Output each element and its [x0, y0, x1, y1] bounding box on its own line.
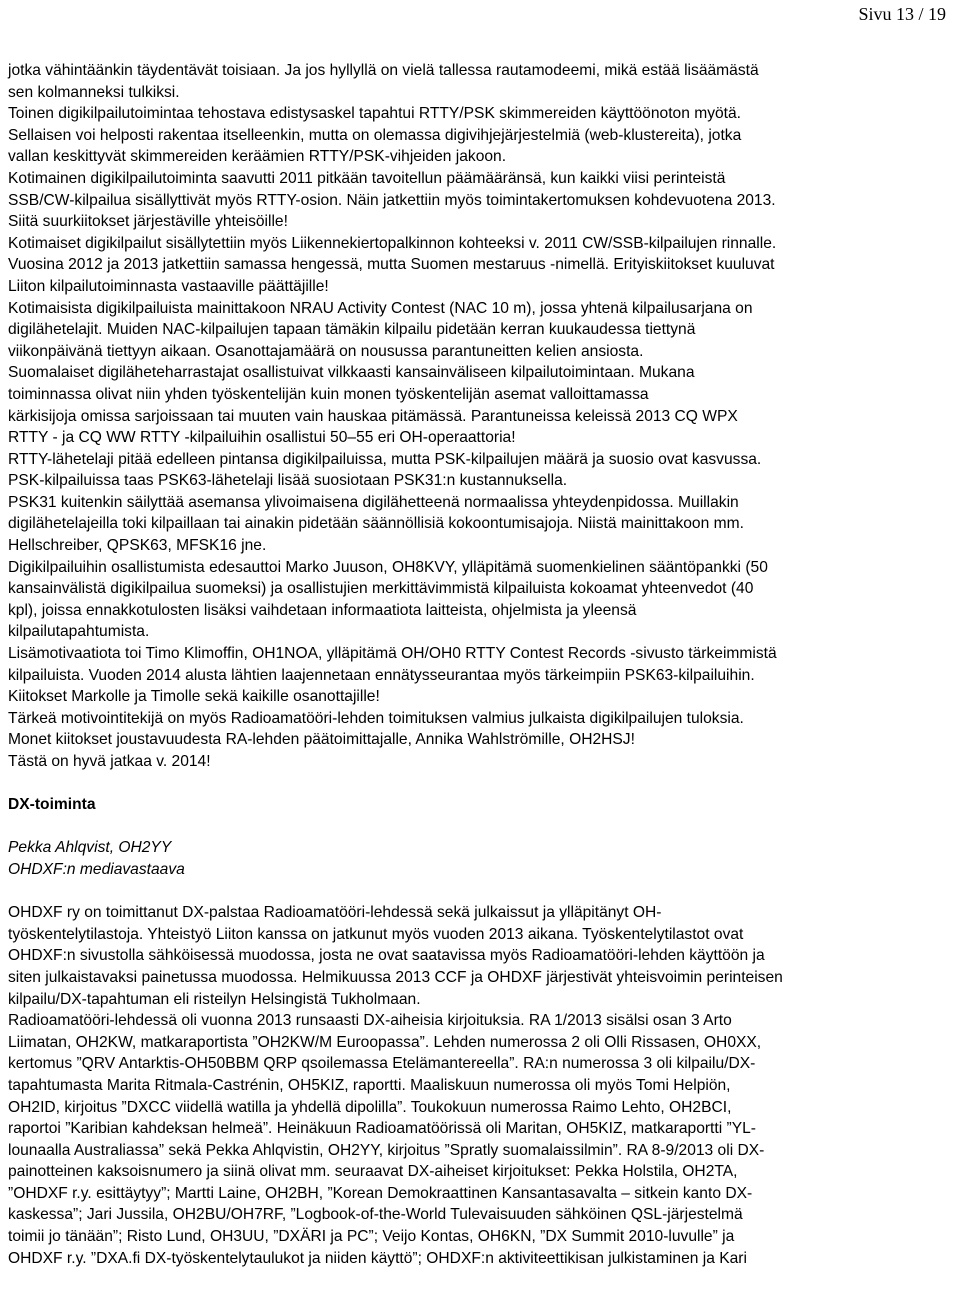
paragraph-line: sen kolmanneksi tulkiksi.: [8, 83, 180, 101]
paragraph-line: Hellschreiber, QPSK63, MFSK16 jne.: [8, 537, 267, 555]
paragraph-line: toimii jo tänään”; Risto Lund, OH3UU, ”DXÄRI ja PC”; Veijo Kontas, OH6KN, ”DX Summit 2010-luvulle” ja: [8, 1228, 735, 1246]
paragraph-line: raportoi ”Karibian kahdeksan helmeä”. Heinäkuun Radioamatöörissä oli Maritan, OH5KIZ, matkaraportti ”YL-: [8, 1120, 756, 1138]
paragraph-line: kilpailuista. Vuoden 2014 alusta lähtien laajennetaan ennätysseurantaa myös tärkeimpiin PSK63-kilpailuihin.: [8, 666, 755, 684]
paragraph-line: digilähetelajit. Muiden NAC-kilpailujen tapaan tämäkin kilpailu pidetään kerran kuukaudessa tiettynä: [8, 321, 696, 339]
paragraph-line: Suomalaiset digiläheteharrastajat osallistuivat vilkkaasti kansainväliseen kilpailutoimintaan. Mukana: [8, 364, 695, 382]
paragraph-line: Sellaisen voi helposti rakentaa itselleenkin, mutta on olemassa digivihjejärjestelmiä (web-klustereita), jotka: [8, 126, 742, 144]
paragraph-line: RTTY - ja CQ WW RTTY -kilpailuihin osallistui 50–55 eri OH-operaattoria!: [8, 429, 516, 447]
paragraph-line: PSK31 kuitenkin säilyttää asemansa ylivoimaisena digilähetteenä normaalissa yhteydenpidossa. Muillakin: [8, 493, 739, 511]
paragraph-line: kansainvälistä digikilpailua suomeksi) ja osallistujien merkittävimmistä kilpailuista kokoamat yhteenvedot (40: [8, 580, 754, 598]
blank-line: [8, 816, 956, 838]
author-role: OHDXF:n mediavastaava: [8, 860, 185, 878]
section-dx-toiminta: [8, 902, 956, 1269]
paragraph-line: kilpailutapahtumista.: [8, 623, 150, 641]
paragraph-line: siten julkaistavaksi painetussa muodossa. Helmikuussa 2013 CCF ja OHDXF järjestivät yhteisvoimin perinteisen: [8, 968, 783, 986]
section-digikilpailut: [8, 60, 956, 773]
paragraph-line: Tästä on hyvä jatkaa v. 2014!: [8, 753, 211, 770]
paragraph-line: kaskessa”; Jari Jussila, OH2BU/OH7RF, ”Logbook-of-the-World Tulevaisuuden sähköinen QSL-järjestelmä: [8, 1206, 743, 1224]
paragraph-line: jotka vähintäänkin täydentävät toisiaan. Ja jos hyllyllä on vielä tallessa rautamodeemi, mikä estää lisäämästä: [8, 62, 759, 79]
paragraph-line: Digikilpailuihin osallistumista edesauttoi Marko Juuson, OH8KVY, ylläpitämä suomenkielinen sääntöpankki (50: [8, 558, 768, 576]
paragraph-line: kärkisijoja omissa sarjoissaan tai muuten vain hauskaa pitämässä. Parantuneissa keleissä 2013 CQ WPX: [8, 407, 738, 425]
paragraph-line: kpl), joissa ennakkotulosten lisäksi vaihdetaan informaatiota laitteista, ohjelmista ja yleensä: [8, 601, 637, 619]
paragraph-line: tapahtumasta Marita Ritmala-Castrénin, OH5KIZ, raportti. Maaliskuun numerossa oli myös Tomi Helpiön,: [8, 1076, 731, 1094]
paragraph-line: OHDXF:n sivustolla sähköisessä muodossa, josta ne ovat saatavissa myös Radioamatööri-lehden käyttöön ja: [8, 947, 765, 965]
paragraph-line: Kotimaisista digikilpailuista mainittakoon NRAU Activity Contest (NAC 10 m), jossa yhtenä kilpailusarjana on: [8, 299, 753, 317]
paragraph-line: viikonpäivänä tiettyyn aikaan. Osanottajamäärä on nousussa parantuneitten kelien ansiosta.: [8, 342, 644, 360]
page-number: Sivu 13 / 19: [858, 4, 946, 24]
paragraph-line: Kotimainen digikilpailutoiminta saavutti 2011 pitkään tavoitellun päämääränsä, kun kaikki viisi perinteistä: [8, 169, 726, 187]
author-name: Pekka Ahlqvist, OH2YY: [8, 839, 172, 857]
document-body: [8, 60, 956, 1269]
paragraph-line: toiminnassa olivat niin yhden työskentelijän kuin monen työskentelijän asemat valloittamassa: [8, 385, 649, 403]
paragraph-line: Lisämotivaatiota toi Timo Klimoffin, OH1NOA, ylläpitämä OH/OH0 RTTY Contest Records -sivusto tärkeimmistä: [8, 645, 777, 663]
blank-line: [8, 773, 956, 795]
paragraph-line: Liiton kilpailutoiminnasta vastaaville päättäjille!: [8, 277, 329, 295]
paragraph-line: Toinen digikilpailutoimintaa tehostava edistysaskel tapahtui RTTY/PSK skimmereiden käyttöönoton myötä.: [8, 105, 741, 123]
paragraph-line: SSB/CW-kilpailua sisällyttivät myös RTTY-osion. Näin jatkettiin myös toimintakertomuksen kohdevuotena 2013.: [8, 191, 776, 209]
paragraph-line: kertomus ”QRV Antarktis-OH50BBM QRP qsoilemassa Etelämantereella”. RA:n numerossa 3 oli kilpailu/DX-: [8, 1055, 756, 1073]
paragraph-line: työskentelytilastoja. Yhteistyö Liiton kanssa on jatkunut myös vuoden 2013 aikana. Työskentelytilastot ovat: [8, 925, 744, 943]
paragraph-line: kilpailu/DX-tapahtuman eli risteilyn Helsingistä Tukholmaan.: [8, 990, 421, 1008]
paragraph-line: painotteinen kaksoisnumero ja siinä olivat mm. seuraavat DX-aiheiset kirjoitukset: Pekka Holstila, OH2TA,: [8, 1163, 738, 1181]
paragraph-line: Radioamatööri-lehdessä oli vuonna 2013 runsaasti DX-aiheisia kirjoituksia. RA 1/2013 sisälsi osan 3 Arto: [8, 1012, 732, 1030]
blank-line: [8, 881, 956, 903]
paragraph-line: Tärkeä motivointitekijä on myös Radioamatööri-lehden toimituksen valmius julkaista digikilpailujen tuloksia.: [8, 709, 744, 727]
paragraph-line: OH2ID, kirjoitus ”DXCC viidellä watilla ja yhdellä dipolilla”. Toukokuun numerossa Raimo Lehto, OH2BCI,: [8, 1098, 732, 1116]
paragraph-line: RTTY-lähetelaji pitää edelleen pintansa digikilpailuissa, mutta PSK-kilpailujen määrä ja suosio ovat kasvussa.: [8, 450, 762, 468]
paragraph-line: PSK-kilpailuissa taas PSK63-lähetelaji lisää suosiotaan PSK31:n kustannuksella.: [8, 472, 568, 490]
paragraph-line: Kiitokset Markolle ja Timolle sekä kaikille osanottajille!: [8, 688, 380, 706]
paragraph-line: digilähetelajeilla toki kilpaillaan tai ainakin pidetään säännöllisiä kokoontumisajoja. Niistä mainittakoon mm.: [8, 515, 744, 533]
paragraph-line: ”OHDXF r.y. esittäytyy”; Martti Laine, OH2BH, ”Korean Demokraattinen Kansantasavalta – sitkein kanto DX-: [8, 1184, 753, 1202]
paragraph-line: Liimatan, OH2KW, matkaraportista ”OH2KW/M Euroopassa”. Lehden numerossa 2 oli Olli Rissasen, OH0XX,: [8, 1033, 762, 1051]
paragraph-line: lounaalla Australiassa” sekä Pekka Ahlqvistin, OH2YY, kirjoitus ”Spratly suomalaissilmin”. RA 8-9/2013 oli DX-: [8, 1141, 765, 1159]
paragraph-line: Monet kiitokset joustavuudesta RA-lehden päätoimittajalle, Annika Wahlströmille, OH2HSJ!: [8, 731, 635, 749]
paragraph-line: Kotimaiset digikilpailut sisällytettiin myös Liikennekiertopalkinnon kohteeksi v. 2011 CW/SSB-kilpailujen rinnalle.: [8, 234, 777, 252]
paragraph-line: vallan keskittyvät skimmereiden keräämien RTTY/PSK-vihjeiden jakoon.: [8, 148, 507, 166]
section-heading: DX-toiminta: [8, 796, 96, 814]
paragraph-line: OHDXF r.y. ”DXA.fi DX-työskentelytaulukot ja niiden käyttö”; OHDXF:n aktiviteettikisan julkistaminen ja Kari: [8, 1249, 747, 1267]
paragraph-line: OHDXF ry on toimittanut DX-palstaa Radioamatööri-lehdessä sekä julkaissut ja ylläpitänyt OH-: [8, 904, 662, 922]
paragraph-line: Siitä suurkiitokset järjestäville yhteisöille!: [8, 213, 288, 231]
paragraph-line: Vuosina 2012 ja 2013 jatkettiin samassa hengessä, mutta Suomen mestaruus -nimellä. Erityiskiitokset kuuluvat: [8, 256, 775, 274]
